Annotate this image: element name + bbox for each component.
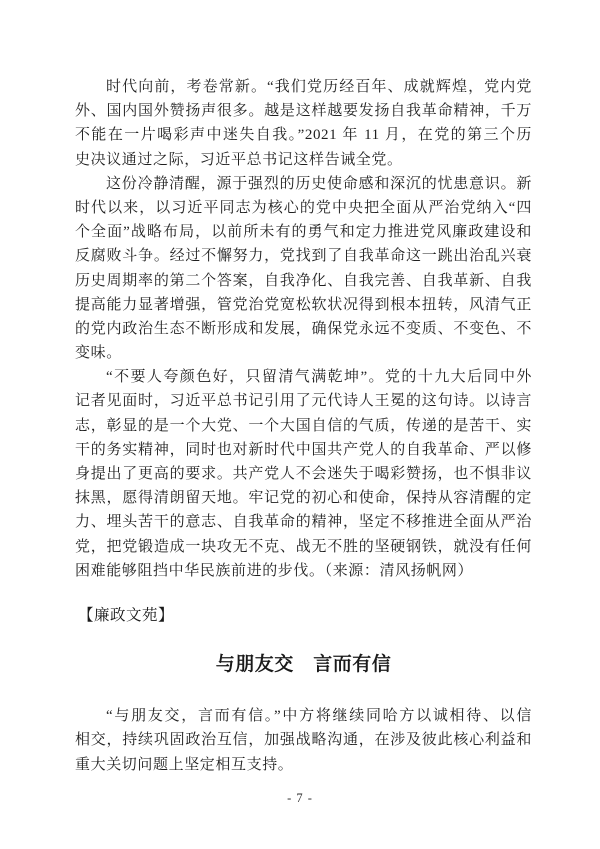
text-line: “与朋友交，言而有信。”中方将继续同哈方以诚相待、以信 xyxy=(106,708,532,725)
text-line: 困难能够阻挡中华民族前进的步伐。（来源：清风扬帆网） xyxy=(75,562,474,579)
paragraph xyxy=(75,365,532,583)
text-line: 历史周期率的第二个答案，自我净化、自我完善、自我革新、自我 xyxy=(75,272,532,289)
text-line: 相交，持续巩固政治互信，加强战略沟通，在涉及彼此核心利益和 xyxy=(75,732,532,749)
text-line: 时代以来，以习近平同志为核心的党中央把全面从严治党纳入“四 xyxy=(75,199,532,216)
text-line: 提高能力显著增强，管党治党宽松软状况得到根本扭转，风清气正 xyxy=(75,296,532,313)
text-line: 重大关切问题上坚定相互支持。 xyxy=(75,756,294,773)
text-line: 这份冷静清醒，源于强烈的历史使命感和深沉的忧患意识。新 xyxy=(106,175,532,192)
article1-paragraphs xyxy=(75,75,532,583)
text-line: 时代向前，考卷常新。“我们党历经百年、成就辉煌，党内党 xyxy=(106,79,532,95)
text-line: 外、国内国外赞扬声很多。越是这样越要发扬自我革命精神，千万 xyxy=(75,103,532,120)
text-line: 史决议通过之际，习近平总书记这样告诫全党。 xyxy=(75,151,403,168)
text-line: 变味。 xyxy=(75,345,122,362)
paragraph xyxy=(75,704,532,777)
text-line: 力、埋头苦干的意志、自我革命的精神，坚定不移推进全面从严治 xyxy=(75,514,532,531)
text-line: 反腐败斗争。经过不懈努力，党找到了自我革命这一跳出治乱兴衰 xyxy=(75,248,532,265)
text-line: 志，彰显的是一个大党、一个大国自信的气质，传递的是苦干、实 xyxy=(75,417,532,434)
article-title: 与朋友交 言而有信 xyxy=(215,654,392,676)
text-line: 干的务实精神，同时也对新时代中国共产党人的自我革命、严以修 xyxy=(75,441,532,458)
text-line: 身提出了更高的要求。共产党人不会迷失于喝彩赞扬，也不惧非议 xyxy=(75,466,532,482)
section-header: 【廉政文苑】 xyxy=(78,606,175,624)
text-line: 记者见面时，习近平总书记引用了元代诗人王冕的这句诗。以诗言 xyxy=(75,393,532,410)
text-line: “不要人夸颜色好，只留清气满乾坤”。党的十九大后同中外 xyxy=(106,369,532,386)
text-line: 党，把党锻造成一块攻无不克、战无不胜的坚硬钢铁，就没有任何 xyxy=(75,538,532,555)
paragraph xyxy=(75,172,532,366)
article2-paragraphs xyxy=(75,704,532,777)
article-body xyxy=(75,75,532,777)
page-number: - 7 - xyxy=(287,791,313,805)
paragraph xyxy=(75,75,532,172)
text-line: 抹黑，愿得清朗留天地。牢记党的初心和使命，保持从容清醒的定 xyxy=(75,490,532,507)
text-line: 个全面”战略布局，以前所未有的勇气和定力推进党风廉政建设和 xyxy=(75,224,532,241)
text-line: 不能在一片喝彩声中迷失自我。”2021 年 11 月，在党的第三个历 xyxy=(75,127,532,144)
text-line: 的党内政治生态不断形成和发展，确保党永远不变质、不变色、不 xyxy=(75,320,532,337)
